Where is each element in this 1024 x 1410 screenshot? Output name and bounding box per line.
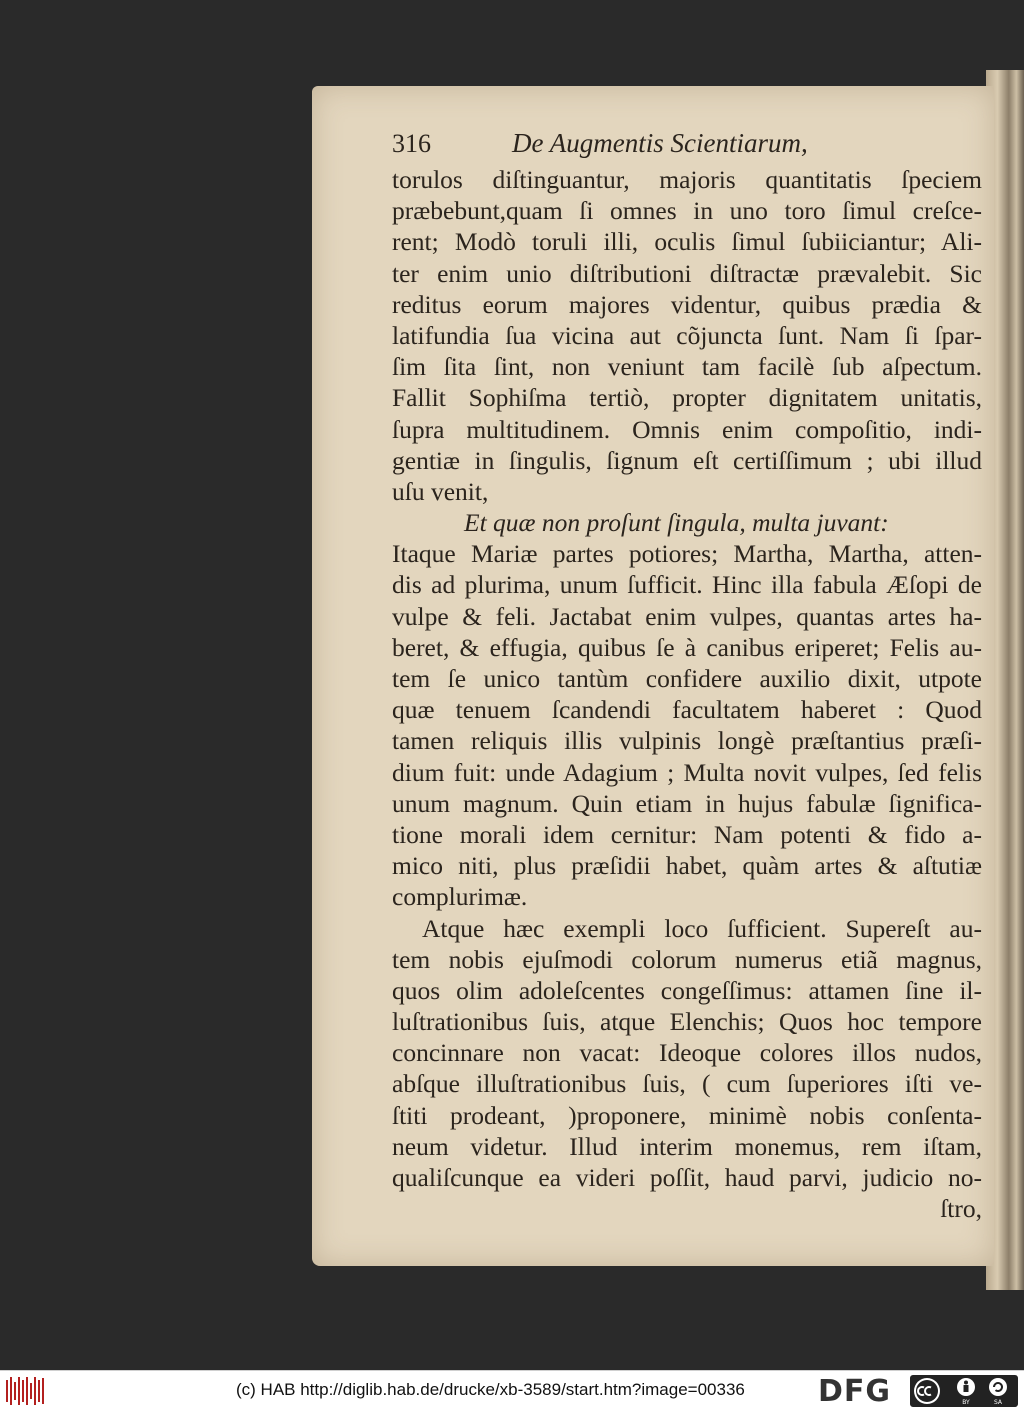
text-line: Itaque Mariæ partes potiores; Martha, Martha, atten- <box>392 539 982 569</box>
text-line: quæ tenuem ſcandendi facultatem haberet : Quod <box>392 695 982 725</box>
text-line: tione morali idem cernitur: Nam potenti & fido a- <box>392 819 982 849</box>
text-line: ſupra multitudinem. Omnis enim compoſitio, indi- <box>392 414 982 444</box>
text-line: qualiſcunque ea videri poſſit, haud parvi, judicio no- <box>392 1163 982 1192</box>
copyright-link[interactable]: (c) HAB http://diglib.hab.de/drucke/xb-3589/start.htm?image=00336 <box>236 1380 745 1399</box>
text-line: complurimæ. <box>392 882 528 912</box>
text-line: neum videtur. Illud interim monemus, rem iſtam, <box>392 1131 982 1161</box>
text-line: præbebunt,quam ſi omnes in uno toro ſimul creſce- <box>392 196 982 226</box>
text-line: ſtro, <box>940 1194 982 1224</box>
text-line: dis ad plurima, unum ſufficit. Hinc illa fabula Æſopi de <box>392 570 982 600</box>
running-head: De Augmentis Scientiarum, <box>512 128 808 158</box>
text-line: torulos diſtinguantur, majoris quantitatis ſpeciem <box>392 165 982 194</box>
text-line: Atque hæc exempli loco ſufficient. Supereſt au- <box>422 913 982 943</box>
text-line: uſu venit, <box>392 476 489 506</box>
footer-bar <box>0 1370 1024 1410</box>
page-header <box>392 128 982 164</box>
text-line: reditus eorum majores videntur, quibus prædia & <box>392 289 982 319</box>
text-line: Fallit Sophiſma tertiò, propter dignitatem unitatis, <box>392 383 982 413</box>
cc-license-badge[interactable] <box>910 1375 1018 1407</box>
text-line: ter enim unio diſtributioni diſtractæ prævalebit. Sic <box>392 258 982 288</box>
hab-logo-icon <box>6 1377 46 1405</box>
text-line: latifundia ſua vicina aut cõjuncta ſunt. Nam ſi ſpar- <box>392 320 982 350</box>
text-line: luſtrationibus ſuis, atque Elenchis; Quos hoc tempore <box>392 1007 982 1037</box>
text-line: mico niti, plus præſidii habet, quàm artes & aſtutiæ <box>392 851 982 881</box>
text-line: rent; Modò toruli illi, oculis ſimul ſubiiciantur; Ali- <box>392 227 982 257</box>
text-line: tem ſe unico tantùm confidere auxilio dixit, utpote <box>392 664 982 693</box>
text-lines <box>392 164 982 1224</box>
sa-label: SA <box>993 1399 1003 1406</box>
text-line: quos olim adoleſcentes congeſſimus: attamen ſine il- <box>392 975 982 1005</box>
page-text <box>392 128 982 1224</box>
text-line: beret, & effugia, quibus ſe à canibus eriperet; Felis au- <box>392 632 982 662</box>
cc-icon <box>914 1378 940 1404</box>
text-line: gentiæ in ſingulis, ſignum eſt certiſſimum ; ubi illud <box>392 445 982 475</box>
text-line: ſtiti prodeant, )proponere, minimè nobis conſenta- <box>392 1100 982 1130</box>
dfg-logo: DFG <box>818 1374 892 1409</box>
text-line: unum magnum. Quin etiam in hujus fabulæ ſignifica- <box>392 788 982 818</box>
text-line: vulpe & feli. Jactabat enim vulpes, quantas artes ha- <box>392 601 982 631</box>
folio-number: 316 <box>392 129 431 158</box>
text-line: dium fuit: unde Adagium ; Multa novit vulpes, ſed felis <box>392 757 982 787</box>
text-line: tamen reliquis illis vulpinis longè præſtantius præſi- <box>392 726 982 756</box>
by-label: BY <box>962 1399 970 1406</box>
text-line: tem nobis ejuſmodi colorum numerus etiã magnus, <box>392 944 982 974</box>
text-line: Et quæ non proſunt ſingula, multa juvant: <box>464 508 889 538</box>
text-line: abſque illuſtrationibus ſuis, ( cum ſuperiores iſti ve- <box>392 1069 982 1099</box>
text-line: concinnare non vacat: Ideoque colores illos nudos, <box>392 1038 982 1068</box>
text-line: ſim ſita ſint, non veniunt tam facilè ſub aſpectum. <box>392 352 982 382</box>
